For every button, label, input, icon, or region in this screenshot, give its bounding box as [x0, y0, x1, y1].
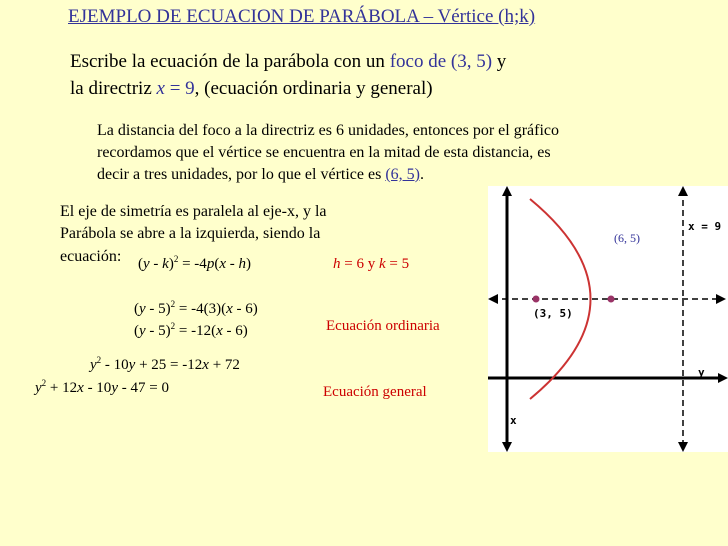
focus-point: [533, 296, 540, 303]
axis-text-line-1: El eje de simetría es paralela al eje-x, y la: [60, 203, 327, 220]
directrix-label: x = 9: [688, 220, 722, 233]
directrix-value: = 9: [164, 78, 195, 99]
directrix-arrow-up: [678, 186, 688, 196]
standard-equation: (y - k)$^2$ = -4p(x - h): [138, 254, 251, 272]
expanded-equation: $y^2 - 10y + 25 = -12x + 72$: [90, 355, 240, 373]
y-axis-label: y: [698, 366, 705, 379]
substituted-equation: (y - 5)$^2$ = -4(3)(x - 6): [134, 299, 258, 317]
page-title: EJEMPLO DE ECUACION DE PARÁBOLA – Vértice (h;k): [68, 6, 536, 27]
ordinary-equation: (y - 5)$^2$ = -12(x - 6): [134, 321, 248, 339]
symmetry-arrow-left: [488, 294, 498, 304]
parabola-graph: [488, 186, 728, 452]
problem-line-2: [70, 78, 433, 100]
vertex-highlight: (6, 5): [385, 166, 420, 183]
focus-label: (3, 5): [533, 307, 573, 320]
symmetry-arrow-right: [716, 294, 726, 304]
x-axis-label: x: [510, 414, 517, 427]
vertex-label: (6, 5): [614, 231, 640, 245]
explanation-line-3: [97, 164, 424, 185]
ordinary-equation-label: Ecuación ordinaria: [326, 318, 440, 334]
x-axis-arrow: [718, 373, 728, 383]
axis-text-line-2: Parábola se abre a la izquierda, siendo la: [60, 225, 321, 242]
explanation-text: .: [419, 166, 424, 183]
explanation-line-2: recordamos que el vértice se encuentra en la mitad de esta distancia, es: [97, 144, 551, 161]
problem-text: la directriz: [70, 78, 157, 99]
explanation-line-1: La distancia del foco a la directriz es 6 unidades, entonces por el gráfico: [97, 122, 560, 139]
problem-text: , (ecuación ordinaria y general): [194, 78, 433, 99]
vertex-point: [608, 296, 615, 303]
general-equation-label: Ecuación general: [323, 384, 427, 400]
y-axis-arrow-up: [502, 186, 512, 196]
vertex-values: h = 6 y k = 5: [333, 256, 410, 272]
explanation-text: decir a tres unidades, por lo que el vértice es: [97, 166, 386, 183]
directrix-var: x: [156, 78, 165, 99]
general-equation: $y^2 + 12x - 10y - 47 = 0$: [35, 378, 169, 396]
focus-highlight: foco de (3, 5): [389, 51, 493, 72]
axis-text-line-3: ecuación:: [60, 248, 122, 265]
problem-text: y: [492, 51, 507, 72]
y-axis-arrow-down: [502, 442, 512, 452]
problem-text: Escribe la ecuación de la parábola con un: [70, 51, 390, 72]
directrix-arrow-down: [678, 442, 688, 452]
problem-line-1: [70, 51, 506, 73]
